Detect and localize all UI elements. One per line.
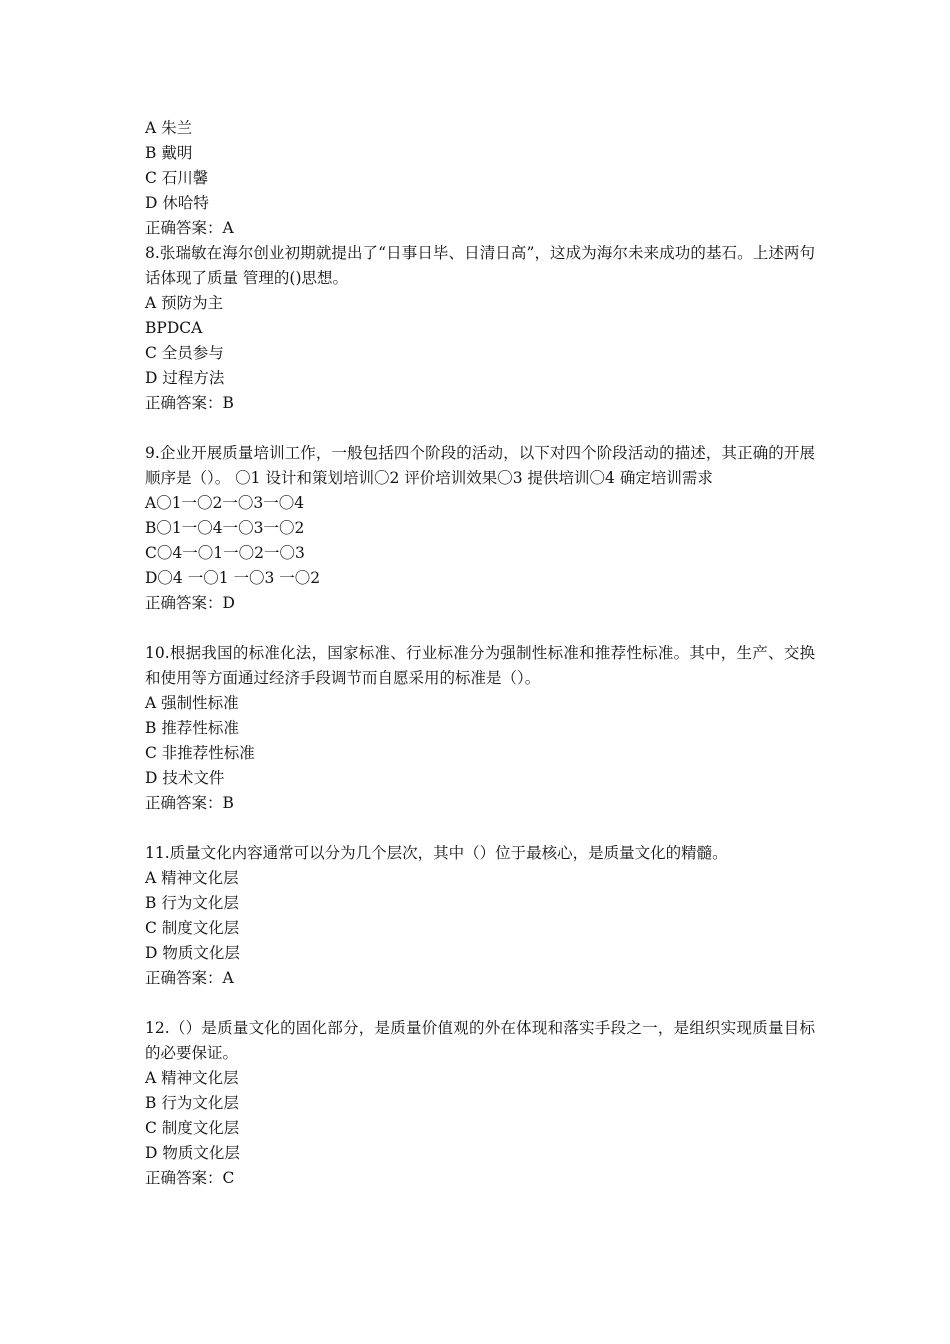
q7-option-b: B 戴明 — [145, 144, 193, 162]
q9-option-b: B〇1一〇4一〇3一〇2 — [145, 519, 305, 537]
q11-option-c: C 制度文化层 — [145, 919, 240, 937]
q10-option-d: D 技术文件 — [145, 769, 225, 787]
q8-option-b: BPDCA — [145, 319, 203, 337]
question-9 — [145, 441, 815, 616]
q7-option-c: C 石川馨 — [145, 169, 209, 187]
q8-option-a: A 预防为主 — [145, 294, 224, 312]
question-11 — [145, 841, 815, 991]
q9-option-d: D〇4 一〇1 一〇3 一〇2 — [145, 569, 321, 587]
question-10 — [145, 641, 815, 816]
question-7-tail — [145, 116, 815, 241]
spacer — [145, 991, 815, 1016]
question-8 — [145, 241, 815, 416]
q9-answer: 正确答案：D — [145, 594, 235, 612]
q9-option-c: C〇4一〇1一〇2一〇3 — [145, 544, 305, 562]
q10-option-b: B 推荐性标准 — [145, 719, 239, 737]
q10-answer: 正确答案：B — [145, 794, 234, 812]
q7-answer: 正确答案：A — [145, 219, 234, 237]
q12-answer: 正确答案：C — [145, 1169, 235, 1187]
spacer — [145, 816, 815, 841]
spacer — [145, 616, 815, 641]
q11-option-d: D 物质文化层 — [145, 944, 240, 962]
question-12 — [145, 1016, 815, 1191]
document-content — [145, 116, 815, 1191]
q10-option-c: C 非推荐性标准 — [145, 744, 255, 762]
q8-stem: 8.张瑞敏在海尔创业初期就提出了“日事日毕、日清日高”，这成为海尔未来成功的基石。上述两句话体现了质量 管理的()思想。 — [145, 244, 815, 287]
q10-stem: 10.根据我国的标准化法，国家标准、行业标准分为强制性标准和推荐性标准。其中，生产、交换和使用等方面通过经济手段调节而自愿采用的标准是（）。 — [145, 644, 815, 687]
q12-stem: 12.（）是质量文化的固化部分，是质量价值观的外在体现和落实手段之一，是组织实现质量目标的必要保证。 — [145, 1019, 815, 1062]
q8-option-c: C 全员参与 — [145, 344, 224, 362]
q9-stem: 9.企业开展质量培训工作，一般包括四个阶段的活动，以下对四个阶段活动的描述，其正确的开展顺序是（）。 〇1 设计和策划培训〇2 评价培训效果〇3 提供培训〇4 确定培训需求 — [145, 444, 815, 487]
spacer — [145, 416, 815, 441]
q12-option-c: C 制度文化层 — [145, 1119, 240, 1137]
q12-option-d: D 物质文化层 — [145, 1144, 240, 1162]
q12-option-a: A 精神文化层 — [145, 1069, 239, 1087]
q11-option-b: B 行为文化层 — [145, 894, 239, 912]
q11-option-a: A 精神文化层 — [145, 869, 239, 887]
q12-option-b: B 行为文化层 — [145, 1094, 239, 1112]
q11-answer: 正确答案：A — [145, 969, 234, 987]
q7-option-a: A 朱兰 — [145, 119, 193, 137]
q10-option-a: A 强制性标准 — [145, 694, 239, 712]
q11-stem: 11.质量文化内容通常可以分为几个层次，其中（）位于最核心，是质量文化的精髓。 — [145, 844, 728, 862]
q7-option-d: D 休哈特 — [145, 194, 209, 212]
q8-answer: 正确答案：B — [145, 394, 234, 412]
q8-option-d: D 过程方法 — [145, 369, 225, 387]
q9-option-a: A〇1一〇2一〇3一〇4 — [145, 494, 305, 512]
